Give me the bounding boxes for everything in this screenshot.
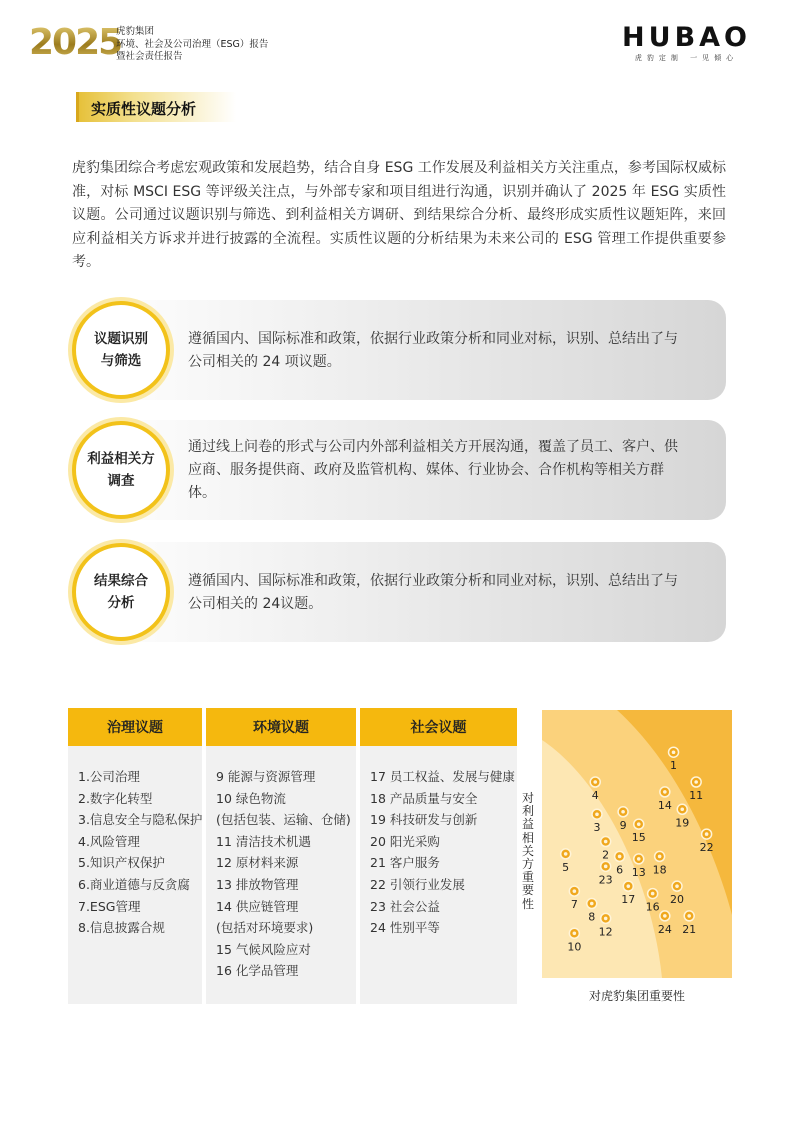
matrix-point-label: 1	[670, 759, 678, 773]
social-list	[360, 746, 517, 939]
matrix-point-label: 24	[657, 922, 672, 936]
matrix-point	[587, 899, 597, 924]
matrix-point-label: 4	[591, 789, 599, 802]
matrix-point-center	[590, 902, 594, 906]
step-title-line: 分析	[107, 595, 135, 611]
matrix-point	[592, 809, 602, 834]
matrix-point	[615, 851, 625, 876]
matrix-point-label: 17	[621, 893, 636, 907]
matrix-point-label: 2	[602, 848, 610, 862]
matrix-point	[682, 911, 696, 936]
step-badge	[72, 543, 170, 641]
matrix-point	[621, 881, 635, 906]
social-topic-item: 19 科技研发与创新	[370, 812, 478, 828]
matrix-point-center	[593, 780, 597, 784]
environment-topic-item: 11 清洁技术机遇	[216, 833, 311, 849]
matrix-point	[590, 777, 600, 802]
matrix-point	[700, 829, 714, 854]
matrix-chart	[542, 710, 732, 978]
matrix-point	[653, 851, 667, 876]
governance-heading: 治理议题	[68, 708, 202, 746]
social-topic-item: 21 客户服务	[370, 855, 440, 871]
social-topics	[360, 708, 517, 1004]
governance-topic-item: 4.风险管理	[78, 833, 140, 849]
matrix-point-center	[595, 812, 599, 816]
environment-topic-item: 9 能源与资源管理	[216, 769, 316, 784]
matrix-point-center	[663, 790, 667, 794]
matrix-point-center	[564, 852, 568, 856]
matrix-point-label: 15	[631, 831, 646, 845]
matrix-point-label: 22	[699, 841, 714, 855]
matrix-point-center	[680, 807, 684, 811]
social-topic-item: 23 社会公益	[370, 898, 440, 914]
environment-topic-item: 15 气候风险应对	[216, 941, 311, 957]
social-topic-item: 22 引领行业发展	[370, 876, 465, 892]
report-year: 2025	[29, 22, 122, 63]
step-title	[82, 328, 160, 372]
matrix-point-center	[663, 914, 667, 918]
matrix-point-center	[694, 780, 698, 784]
materiality-matrix	[542, 710, 732, 978]
matrix-point-label: 6	[616, 863, 624, 877]
step-description: 遵循国内、国际标准和政策，依据行业政策分析和同业对标，识别、总结出了与公司相关的 24 项议题。	[188, 331, 678, 370]
matrix-point	[689, 777, 703, 802]
step-title-line: 利益相关方	[87, 451, 155, 467]
governance-topics	[68, 708, 202, 1004]
logo-wordmark: HUBAO	[622, 22, 751, 53]
environment-topic-item: (包括包装、运输、仓储)	[216, 812, 351, 828]
matrix-point-center	[675, 884, 679, 888]
matrix-point	[567, 928, 581, 953]
process-step-analysis	[72, 542, 726, 642]
matrix-point-center	[604, 865, 608, 869]
matrix-point-center	[573, 889, 577, 893]
matrix-point-center	[621, 810, 625, 814]
process-step-survey	[72, 420, 726, 520]
matrix-point	[658, 787, 672, 812]
matrix-point-label: 11	[689, 789, 704, 802]
matrix-point-center	[604, 840, 608, 844]
matrix-point-label: 16	[645, 900, 660, 914]
matrix-point-center	[687, 914, 691, 918]
matrix-point-label: 21	[682, 922, 697, 936]
environment-topic-item: 10 绿色物流	[216, 790, 286, 806]
step-description: 遵循国内、国际标准和政策，依据行业政策分析和同业对标，识别、总结出了与公司相关的 24议题。	[188, 573, 678, 612]
matrix-point	[669, 747, 679, 772]
subtitle-line: 虎豹集团	[116, 26, 155, 37]
environment-topic-item: 12 原材料来源	[216, 855, 299, 871]
matrix-point	[675, 804, 689, 829]
matrix-point	[670, 881, 684, 906]
section-title-banner	[76, 92, 236, 122]
step-title-line: 议题识别	[94, 331, 148, 347]
step-title-line: 结果综合	[94, 573, 148, 589]
step-title-line: 调查	[107, 473, 135, 489]
step-description: 通过线上问卷的形式与公司内外部利益相关方开展沟通，覆盖了员工、客户、供应商、服务提供商、政府及监管机构、媒体、行业协会、合作机构等相关方群体。	[188, 439, 678, 501]
matrix-point-label: 14	[657, 798, 672, 812]
environment-heading: 环境议题	[206, 708, 356, 746]
intro-paragraph: 虎豹集团综合考虑宏观政策和发展趋势，结合自身 ESG 工作发展及利益相关方关注重点，参考国际权威标准，对标 MSCI ESG 等评级关注点，与外部专家和项目组进行沟通，识别并确认了 2025 年 ESG 实质性议题。公司通过议题识别与筛选、到利益相关方调研、到结果综合分析、最终形成实质性议题矩阵，来回应利益相关方诉求并进行披露的全流程。实质性议题的分析结果为未来公司的 ESG 管理工作提供重要参考。	[72, 160, 726, 270]
step-title	[82, 570, 160, 614]
matrix-point-label: 9	[619, 818, 627, 832]
matrix-point-label: 20	[670, 893, 685, 907]
environment-topic-item: 13 排放物管理	[216, 876, 299, 892]
environment-list	[206, 746, 356, 982]
matrix-point-label: 10	[567, 940, 582, 954]
matrix-point-label: 19	[675, 816, 690, 830]
matrix-point	[632, 819, 646, 844]
matrix-point	[601, 837, 611, 862]
governance-list	[68, 746, 202, 939]
governance-topic-item: 8.信息披露合规	[78, 920, 165, 936]
matrix-point	[658, 911, 672, 936]
social-heading: 社会议题	[360, 708, 517, 746]
matrix-point-center	[651, 892, 655, 896]
y-axis-label: 对利益相关方重要性	[521, 791, 534, 911]
matrix-point-label: 18	[652, 863, 667, 877]
matrix-point-label: 3	[593, 821, 601, 835]
matrix-point-label: 5	[562, 860, 570, 874]
matrix-point-label: 23	[598, 873, 613, 887]
environment-topic-item: (包括对环境要求)	[216, 920, 314, 936]
step-title	[82, 448, 160, 492]
process-step-identification	[72, 300, 726, 400]
matrix-point	[599, 913, 613, 938]
matrix-point	[618, 807, 628, 832]
social-topic-item: 18 产品质量与安全	[370, 790, 478, 806]
matrix-point	[632, 854, 646, 879]
report-subtitle	[116, 26, 268, 64]
governance-topic-item: 1.公司治理	[78, 769, 140, 784]
subtitle-line: 暨社会责任报告	[116, 51, 183, 62]
governance-topic-item: 6.商业道德与反贪腐	[78, 876, 190, 892]
matrix-point-center	[705, 832, 709, 836]
matrix-point	[569, 886, 579, 911]
matrix-point-center	[604, 917, 608, 921]
governance-topic-item: 2.数字化转型	[78, 790, 153, 806]
subtitle-line: 环境、社会及公司治理（ESG）报告	[116, 38, 269, 50]
matrix-point-center	[627, 884, 631, 888]
step-title-line: 与筛选	[100, 353, 142, 369]
matrix-point-center	[637, 857, 641, 861]
matrix-point-center	[573, 931, 577, 935]
matrix-point	[599, 861, 613, 886]
social-topic-item: 24 性别平等	[370, 920, 440, 936]
matrix-point-label: 12	[598, 925, 613, 939]
governance-topic-item: 5.知识产权保护	[78, 855, 165, 871]
matrix-point	[561, 849, 571, 874]
section-title: 实质性议题分析	[91, 100, 197, 118]
step-badge	[72, 421, 170, 519]
matrix-point-label: 13	[631, 865, 646, 879]
matrix-point-center	[658, 855, 662, 859]
matrix-point-center	[637, 822, 641, 826]
social-topic-item: 17 员工权益、发展与健康	[370, 769, 515, 784]
step-badge	[72, 301, 170, 399]
matrix-point-label: 8	[588, 910, 596, 924]
matrix-point-center	[672, 750, 676, 754]
governance-topic-item: 7.ESG管理	[78, 898, 141, 914]
hubao-logo	[622, 24, 751, 63]
social-topic-item: 20 阳光采购	[370, 833, 440, 849]
x-axis-label: 对虎豹集团重要性	[588, 989, 685, 1003]
environment-topics	[206, 708, 356, 1004]
matrix-point-label: 7	[570, 898, 578, 912]
logo-tagline: 虎豹定制 一见倾心	[634, 54, 739, 62]
governance-topic-item: 3.信息安全与隐私保护	[78, 812, 203, 828]
environment-topic-item: 14 供应链管理	[216, 898, 299, 914]
environment-topic-item: 16 化学品管理	[216, 963, 299, 979]
matrix-point	[646, 889, 660, 914]
matrix-point-center	[618, 855, 622, 859]
